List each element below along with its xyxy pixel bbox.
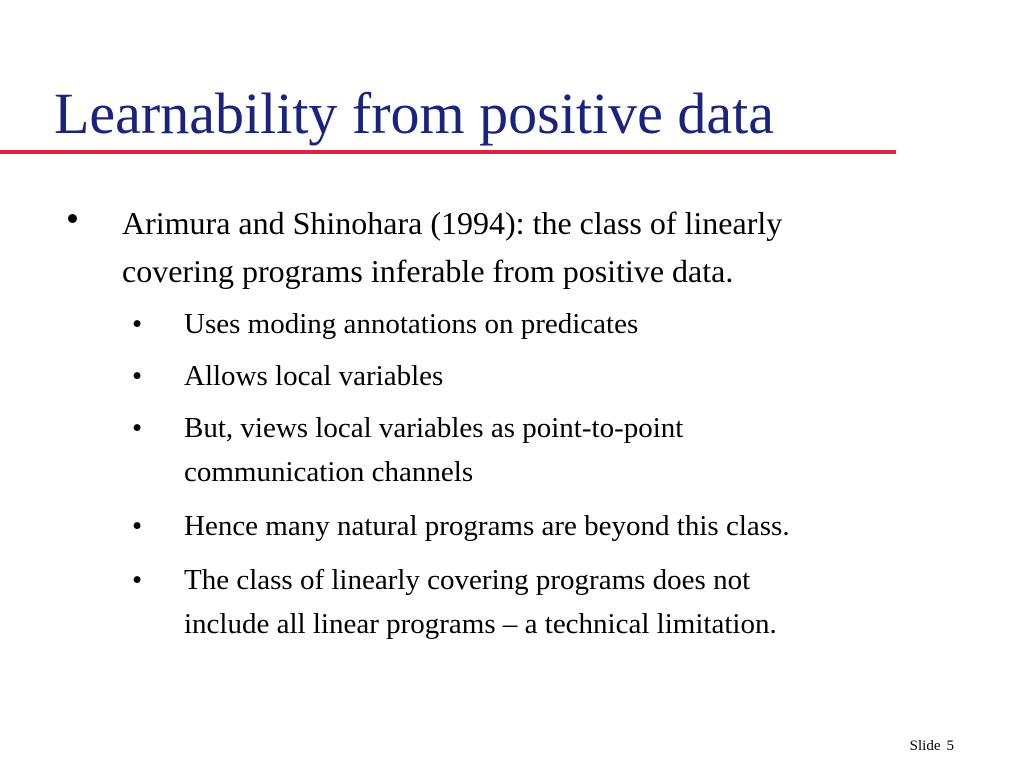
sub-bullet-item [184, 558, 984, 646]
slide-label: Slide [909, 738, 941, 754]
title-underline [0, 150, 896, 154]
sub-bullet-line: The class of linearly covering programs does not [184, 564, 751, 596]
sub-bullet-line: Uses moding annotations on predicates [184, 308, 639, 340]
main-bullet-line-1: Arimura and Shinohara (1994): the class of linearly [122, 205, 783, 241]
sub-bullet-item [184, 302, 984, 346]
sub-bullet-item [184, 504, 984, 548]
sub-bullet-marker: • [132, 360, 143, 392]
sub-bullet-marker: • [132, 412, 143, 444]
sub-bullet-item [184, 406, 984, 494]
sub-bullet-marker: • [132, 308, 143, 340]
sub-bullet-item [184, 354, 984, 398]
sub-bullet-line: But, views local variables as point-to-point [184, 412, 684, 444]
sub-bullet-line: Hence many natural programs are beyond this class. [184, 510, 790, 542]
slide-number [910, 737, 954, 755]
slide-title: Learnability from positive data [54, 81, 774, 146]
sub-bullet-line: Allows local variables [184, 360, 444, 392]
sub-bullet-line: include all linear programs – a technical limitation. [184, 608, 777, 640]
main-bullet-line-2: covering programs inferable from positive data. [122, 253, 734, 289]
sub-bullet-marker: • [132, 564, 143, 596]
main-bullet-marker [68, 214, 77, 223]
main-bullet-text [122, 199, 982, 295]
sub-bullet-line: communication channels [184, 456, 474, 488]
slide-number-value: 5 [946, 738, 954, 754]
sub-bullet-marker: • [132, 510, 143, 542]
